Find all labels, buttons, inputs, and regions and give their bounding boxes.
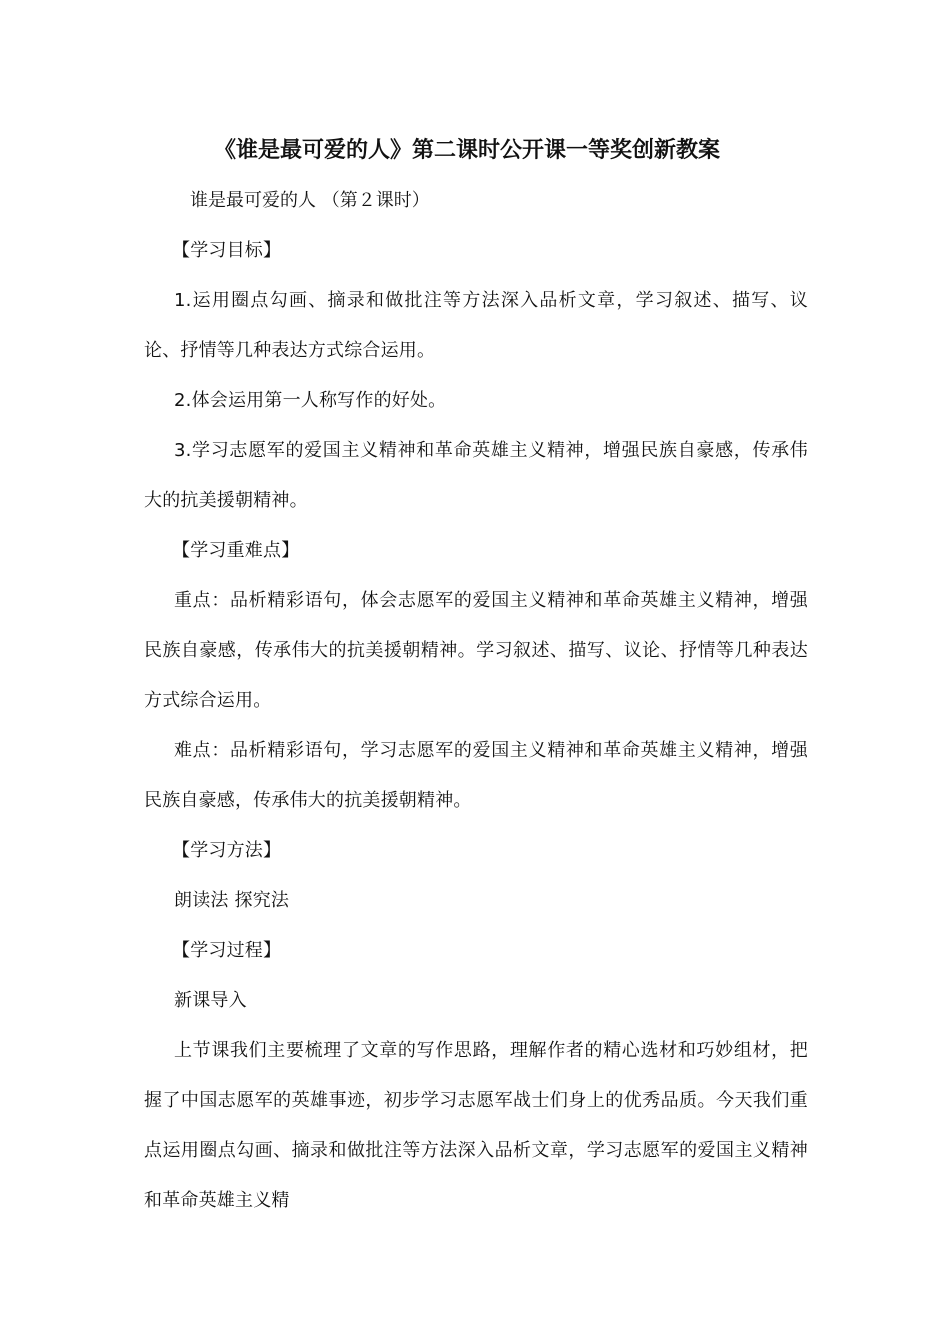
section-heading-process: 【学习过程】	[172, 940, 282, 961]
document-title: 《谁是最可爱的人》第二课时公开课一等奖创新教案	[214, 138, 721, 163]
difficult-point-paragraph: 难点：品析精彩语句，学习志愿军的爱国主义精神和革命英雄主义精神，增强民族自豪感，传承伟大的抗美援朝精神。	[144, 740, 808, 811]
intro-label: 新课导入	[174, 990, 247, 1011]
objective-1: 1.运用圈点勾画、摘录和做批注等方法深入品析文章，学习叙述、描写、议论、抒情等几种表达方式综合运用。	[144, 290, 808, 361]
lesson-subtitle: 谁是最可爱的人 （第２课时）	[190, 190, 430, 211]
methods-paragraph: 朗读法 探究法	[174, 890, 290, 911]
objective-3: 3.学习志愿军的爱国主义精神和革命英雄主义精神，增强民族自豪感，传承伟大的抗美援朝精神。	[144, 440, 808, 511]
objective-2: 2.体会运用第一人称写作的好处。	[174, 390, 447, 411]
section-heading-objectives: 【学习目标】	[172, 240, 282, 261]
key-point-paragraph: 重点：品析精彩语句，体会志愿军的爱国主义精神和革命英雄主义精神，增强民族自豪感，传承伟大的抗美援朝精神。学习叙述、描写、议论、抒情等几种表达方式综合运用。	[144, 590, 808, 711]
intro-paragraph: 上节课我们主要梳理了文章的写作思路，理解作者的精心选材和巧妙组材，把握了中国志愿军的英雄事迹，初步学习志愿军战士们身上的优秀品质。今天我们重点运用圈点勾画、摘录和做批注等方法深入品析文章，学习志愿军的爱国主义精神和革命英雄主义精	[144, 1040, 808, 1211]
section-heading-methods: 【学习方法】	[172, 840, 282, 861]
section-heading-key-points: 【学习重难点】	[172, 540, 300, 561]
document-body	[144, 126, 808, 1226]
